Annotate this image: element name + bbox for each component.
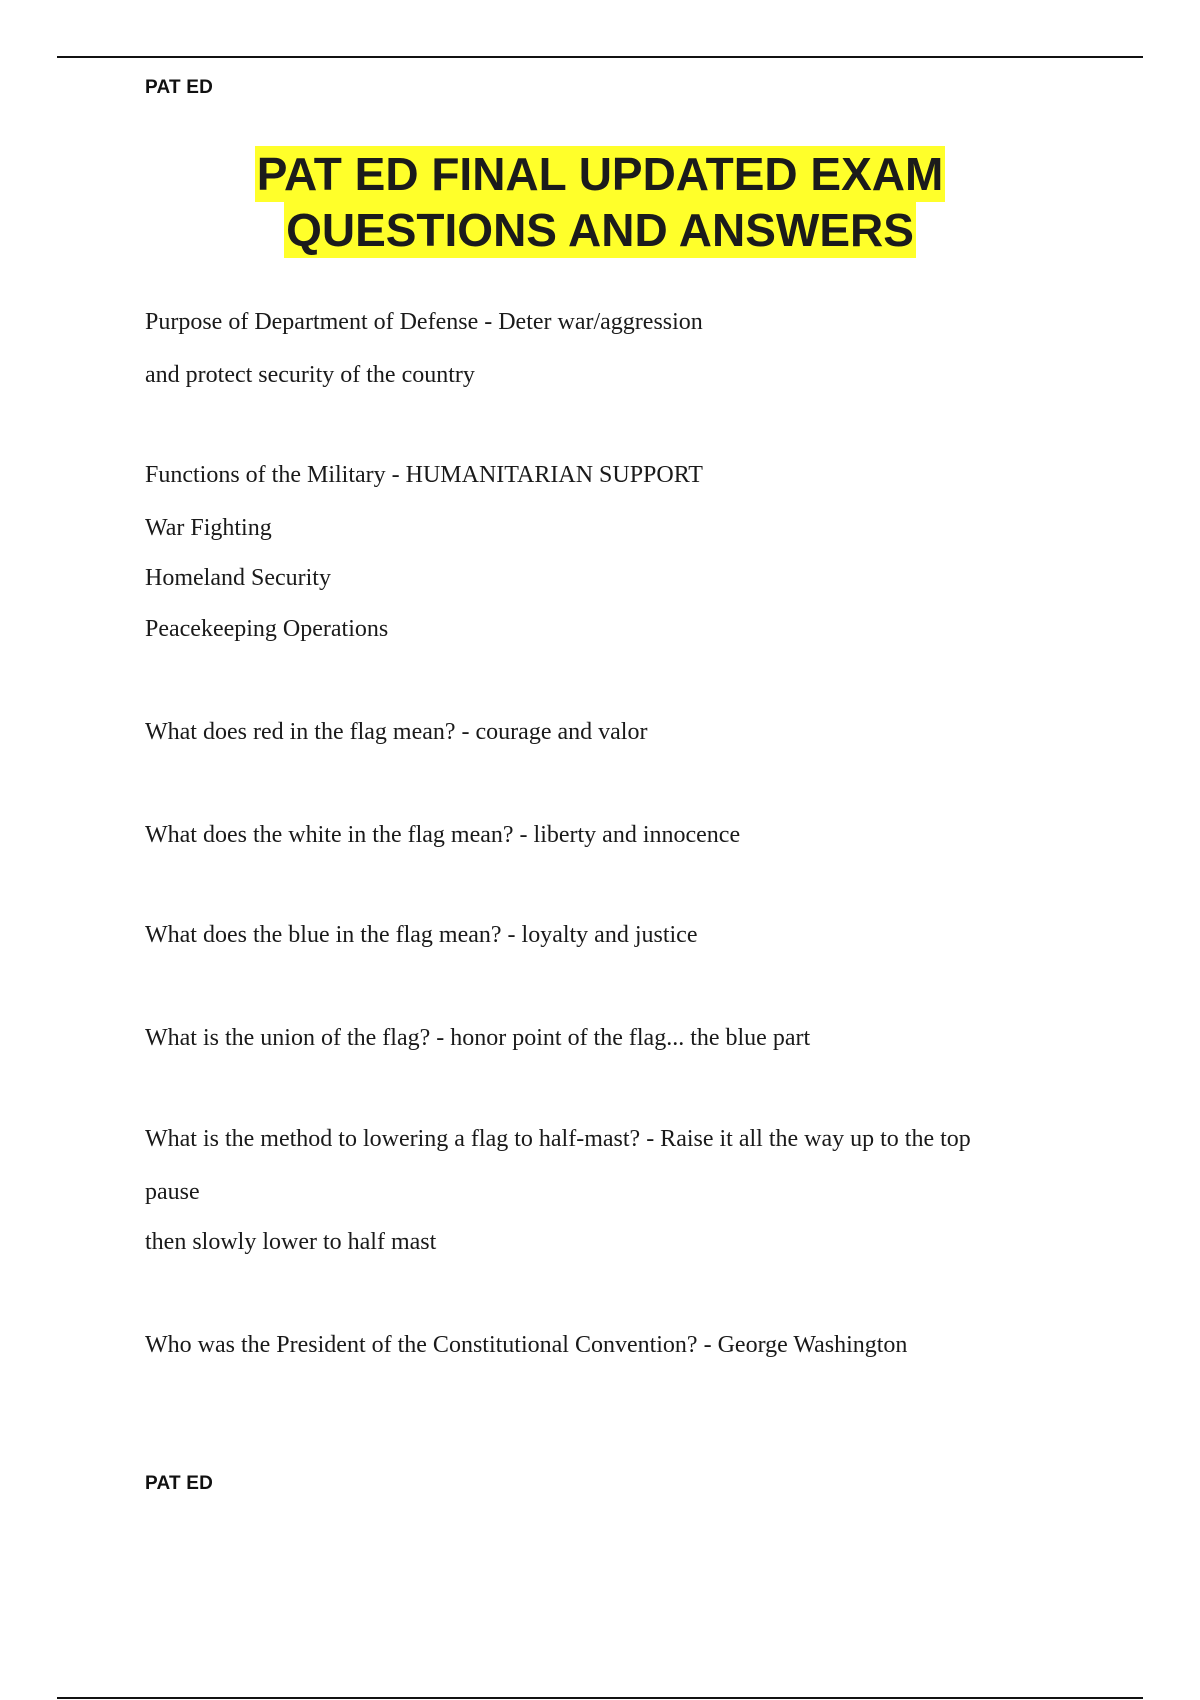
qa-line-flag-union: What is the union of the flag? - honor point of the flag... the blue part bbox=[145, 1025, 811, 1051]
running-footer: PAT ED bbox=[145, 1473, 214, 1494]
title-line-2: QUESTIONS AND ANSWERS bbox=[286, 204, 914, 256]
qa-line-convention-president: Who was the President of the Constitutional Convention? - George Washington bbox=[145, 1332, 908, 1358]
qa-line-blue-flag: What does the blue in the flag mean? - loyalty and justice bbox=[145, 922, 698, 948]
top-rule bbox=[57, 56, 1143, 58]
qa-line-white-flag: What does the white in the flag mean? - liberty and innocence bbox=[145, 822, 741, 848]
qa-line-red-flag: What does red in the flag mean? - courage and valor bbox=[145, 719, 648, 745]
qa-line-military-functions: Functions of the Military - HUMANITARIAN SUPPORT bbox=[145, 462, 703, 488]
qa-line-dod-answer: and protect security of the country bbox=[145, 362, 475, 388]
qa-line-half-mast-lower: then slowly lower to half mast bbox=[145, 1229, 437, 1255]
running-header: PAT ED bbox=[145, 77, 214, 98]
document-title bbox=[0, 146, 1200, 258]
qa-line-peacekeeping: Peacekeeping Operations bbox=[145, 616, 389, 642]
qa-line-half-mast-question: What is the method to lowering a flag to half-mast? - Raise it all the way up to the top bbox=[145, 1126, 971, 1152]
qa-line-war-fighting: War Fighting bbox=[145, 515, 272, 541]
qa-line-dod-question: Purpose of Department of Defense - Deter war/aggression bbox=[145, 309, 703, 335]
qa-line-homeland-security: Homeland Security bbox=[145, 565, 331, 591]
bottom-rule bbox=[57, 1697, 1143, 1699]
qa-line-half-mast-pause: pause bbox=[145, 1179, 200, 1205]
title-line-1: PAT ED FINAL UPDATED EXAM bbox=[256, 148, 944, 200]
